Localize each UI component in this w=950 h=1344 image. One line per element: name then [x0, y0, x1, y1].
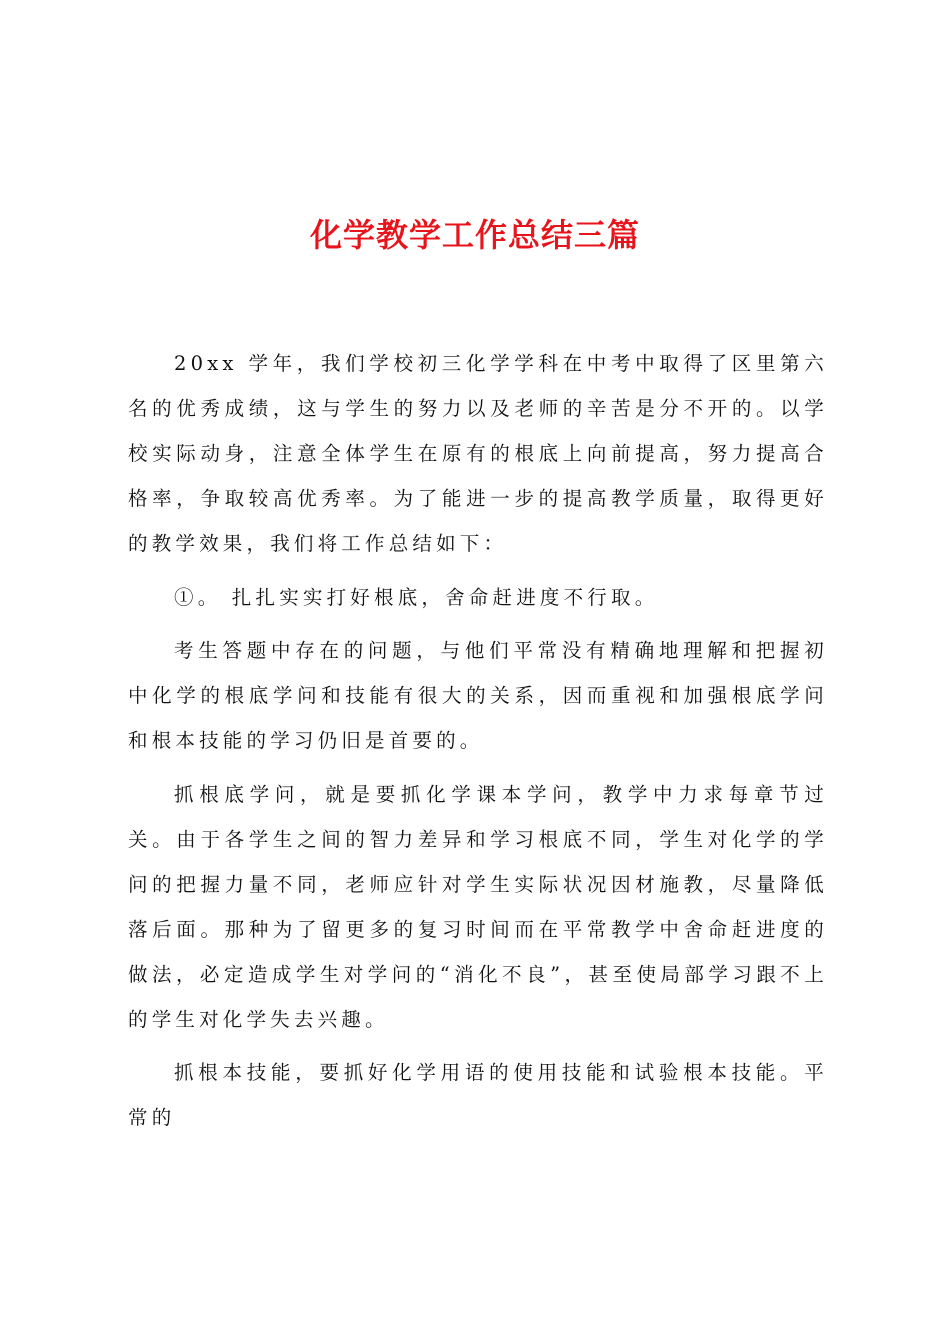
- paragraph-1: 20xx 学年，我们学校初三化学学科在中考中取得了区里第六名的优秀成绩，这与学生的努力以及老师的辛苦是分不开的。以学校实际动身，注意全体学生在原有的根底上向前提高，努力提高合格率，争取较高优秀率。为了能进一步的提高教学质量，取得更好的教学效果，我们将工作总结如下：: [128, 352, 828, 555]
- document-title: 化学教学工作总结三篇: [309, 216, 640, 254]
- paragraph-4: 抓根底学问，就是要抓化学课本学问，教学中力求每章节过关。由于各学生之间的智力差异和学习根底不同，学生对化学的学问的把握力量不同，老师应针对学生实际状况因材施教，尽量降低落后面。那种为了留更多的复习时间而在平常教学中舍命赶进度的做法，必定造成学生对学问的“消化不良”，甚至使局部学习跟不上的学生对化学失去兴趣。: [128, 782, 828, 1031]
- paragraph-5: 抓根本技能，要抓好化学用语的使用技能和试验根本技能。平常的: [128, 1061, 828, 1129]
- document-body: [128, 341, 828, 1149]
- paragraph-3: 考生答题中存在的问题，与他们平常没有精确地理解和把握初中化学的根底学问和技能有很大的关系，因而重视和加强根底学问和根本技能的学习仍旧是首要的。: [128, 639, 828, 752]
- paragraph-2: ①。 扎扎实实打好根底，舍命赶进度不行取。: [174, 585, 659, 609]
